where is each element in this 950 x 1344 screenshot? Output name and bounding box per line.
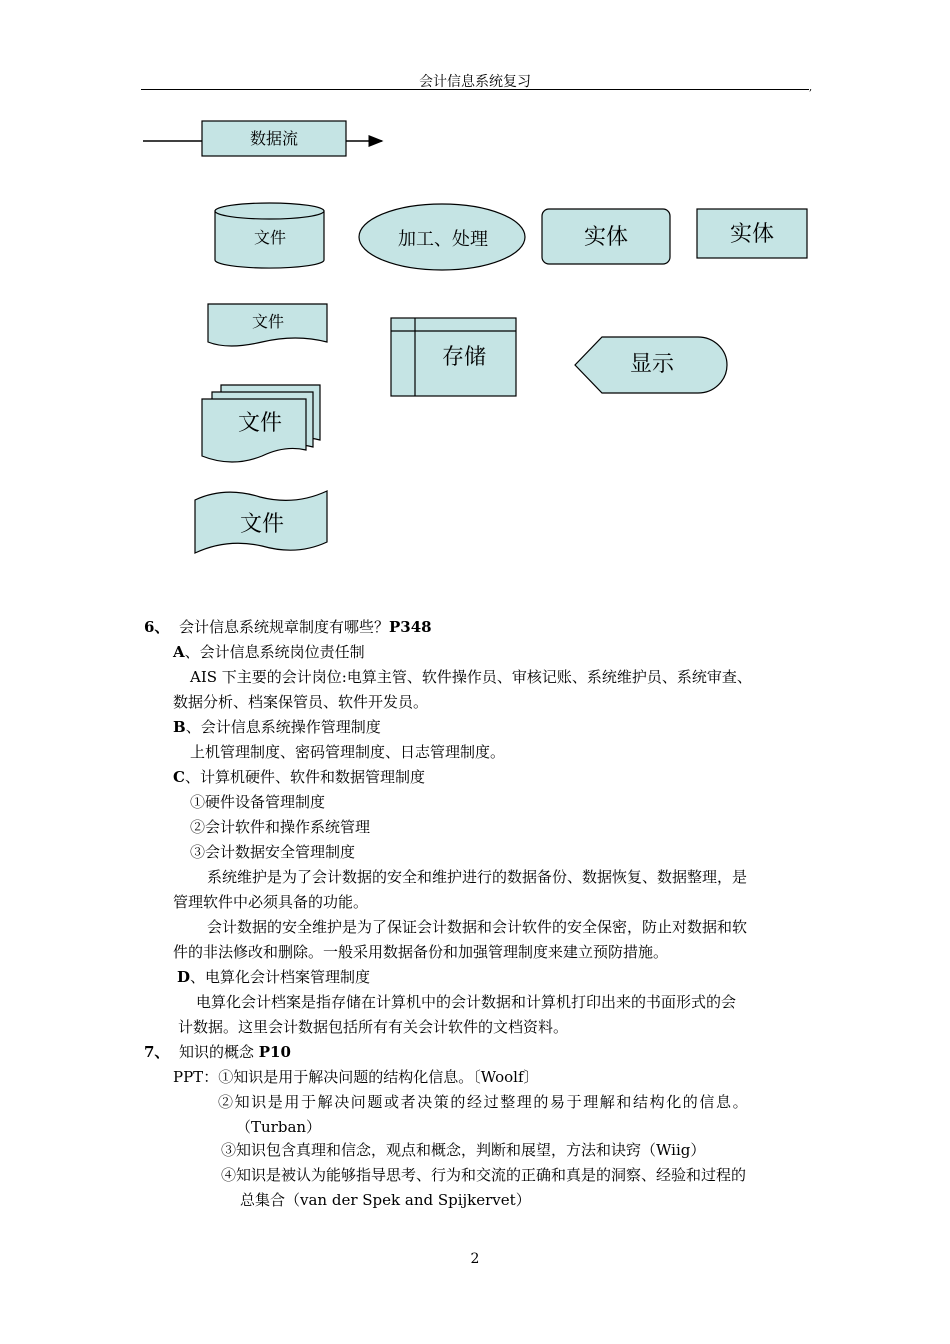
question-7	[144, 1042, 291, 1062]
question-6	[144, 617, 432, 637]
header-mark: ,	[809, 82, 813, 93]
q6-number: 6、	[144, 618, 170, 636]
section-a-title: 、会计信息系统岗位责任制	[184, 643, 365, 661]
ppt-prefix: PPT：	[173, 1068, 219, 1086]
display-symbol	[575, 337, 727, 393]
display-label: 显示	[629, 352, 675, 377]
section-c-letter: C	[173, 768, 185, 786]
q6-text: 会计信息系统规章制度有哪些？	[178, 618, 389, 636]
section-b-heading	[173, 717, 381, 737]
storage-symbol	[391, 318, 516, 396]
section-b-letter: B	[173, 718, 186, 736]
file-cylinder-label: 文件	[253, 228, 287, 247]
section-c-para2-line-1: 会计数据的安全维护是为了保证会计数据和会计软件的安全保密，防止对数据和软	[207, 918, 748, 936]
file-document-symbol	[208, 304, 327, 346]
file-document-label: 文件	[251, 312, 285, 331]
entity-rect-symbol	[697, 209, 807, 258]
section-c-para1-line-1: 系统维护是为了会计数据的安全和维护进行的数据备份、数据恢复、数据整理，是	[207, 868, 748, 886]
q6-ref: P348	[389, 618, 432, 636]
section-c-para2-line-2: 件的非法修改和删除。一般采用数据备份和加强管理制度来建立预防措施。	[173, 943, 669, 961]
page-number: 2	[470, 1251, 480, 1267]
file-cylinder-symbol	[215, 203, 324, 268]
page-header-title: 会计信息系统复习	[419, 74, 531, 90]
knowledge-def-1-text: ①知识是用于解决问题的结构化信息。〔Woolf〕	[218, 1068, 539, 1086]
q7-ref: P10	[258, 1043, 291, 1061]
entity-rounded-symbol	[542, 209, 670, 264]
knowledge-def-4-line-2: 总集合（van der Spek and Spijkervet）	[240, 1191, 531, 1209]
q7-text: 知识的概念	[178, 1043, 259, 1061]
knowledge-def-4-line-1: ④知识是被认为能够指导思考、行为和交流的正确和真是的洞察、经验和过程的	[221, 1166, 747, 1184]
section-c-item-1: ①硬件设备管理制度	[190, 793, 326, 811]
knowledge-def-2-line-1: ②知识是用于解决问题或者决策的经过整理的易于理解和结构化的信息。	[218, 1093, 750, 1111]
section-b-title: 、会计信息系统操作管理制度	[185, 718, 381, 736]
dataflow-label: 数据流	[249, 129, 299, 148]
section-c-heading	[173, 767, 425, 787]
section-d-letter: D	[177, 968, 191, 986]
knowledge-def-2-line-2: （Turban）	[236, 1118, 322, 1136]
file-tape-symbol	[195, 491, 327, 553]
knowledge-def-3: ③知识包含真理和信念，观点和概念，判断和展望，方法和诀窍（Wiig）	[221, 1141, 706, 1159]
entity-rounded-label: 实体	[583, 225, 629, 250]
section-b-line-1: 上机管理制度、密码管理制度、日志管理制度。	[190, 743, 506, 761]
process-symbol	[359, 204, 525, 270]
storage-label: 存储	[441, 345, 487, 370]
section-d-title: 、电算化会计档案管理制度	[190, 968, 371, 986]
section-c-para1-line-2: 管理软件中必须具备的功能。	[173, 893, 369, 911]
knowledge-def-1	[173, 1067, 539, 1087]
section-c-item-2: ②会计软件和操作系统管理	[190, 818, 371, 836]
section-d-line-2: 计数据。这里会计数据包括所有有关会计软件的文档资料。	[178, 1018, 569, 1036]
section-a-line-1: AIS 下主要的会计岗位:电算主管、软件操作员、审核记账、系统维护员、系统审查、	[190, 668, 752, 686]
section-a-letter: A	[173, 643, 185, 661]
process-label: 加工、处理	[398, 229, 488, 250]
q7-number: 7、	[144, 1043, 170, 1061]
section-a-heading	[173, 642, 365, 662]
section-a-line-2: 数据分析、档案保管员、软件开发员。	[173, 693, 429, 711]
entity-rect-label: 实体	[729, 222, 775, 247]
section-d-line-1: 电算化会计档案是指存储在计算机中的会计数据和计算机打印出来的书面形式的会	[196, 993, 737, 1011]
section-c-item-3: ③会计数据安全管理制度	[190, 843, 356, 861]
dataflow-symbol	[143, 121, 382, 156]
dfd-symbols-diagram	[0, 0, 950, 600]
file-multidoc-symbol	[202, 385, 320, 462]
file-multidoc-label: 文件	[237, 411, 283, 436]
file-tape-label: 文件	[239, 512, 285, 537]
section-c-title: 、计算机硬件、软件和数据管理制度	[184, 768, 425, 786]
section-d-heading	[177, 967, 370, 987]
